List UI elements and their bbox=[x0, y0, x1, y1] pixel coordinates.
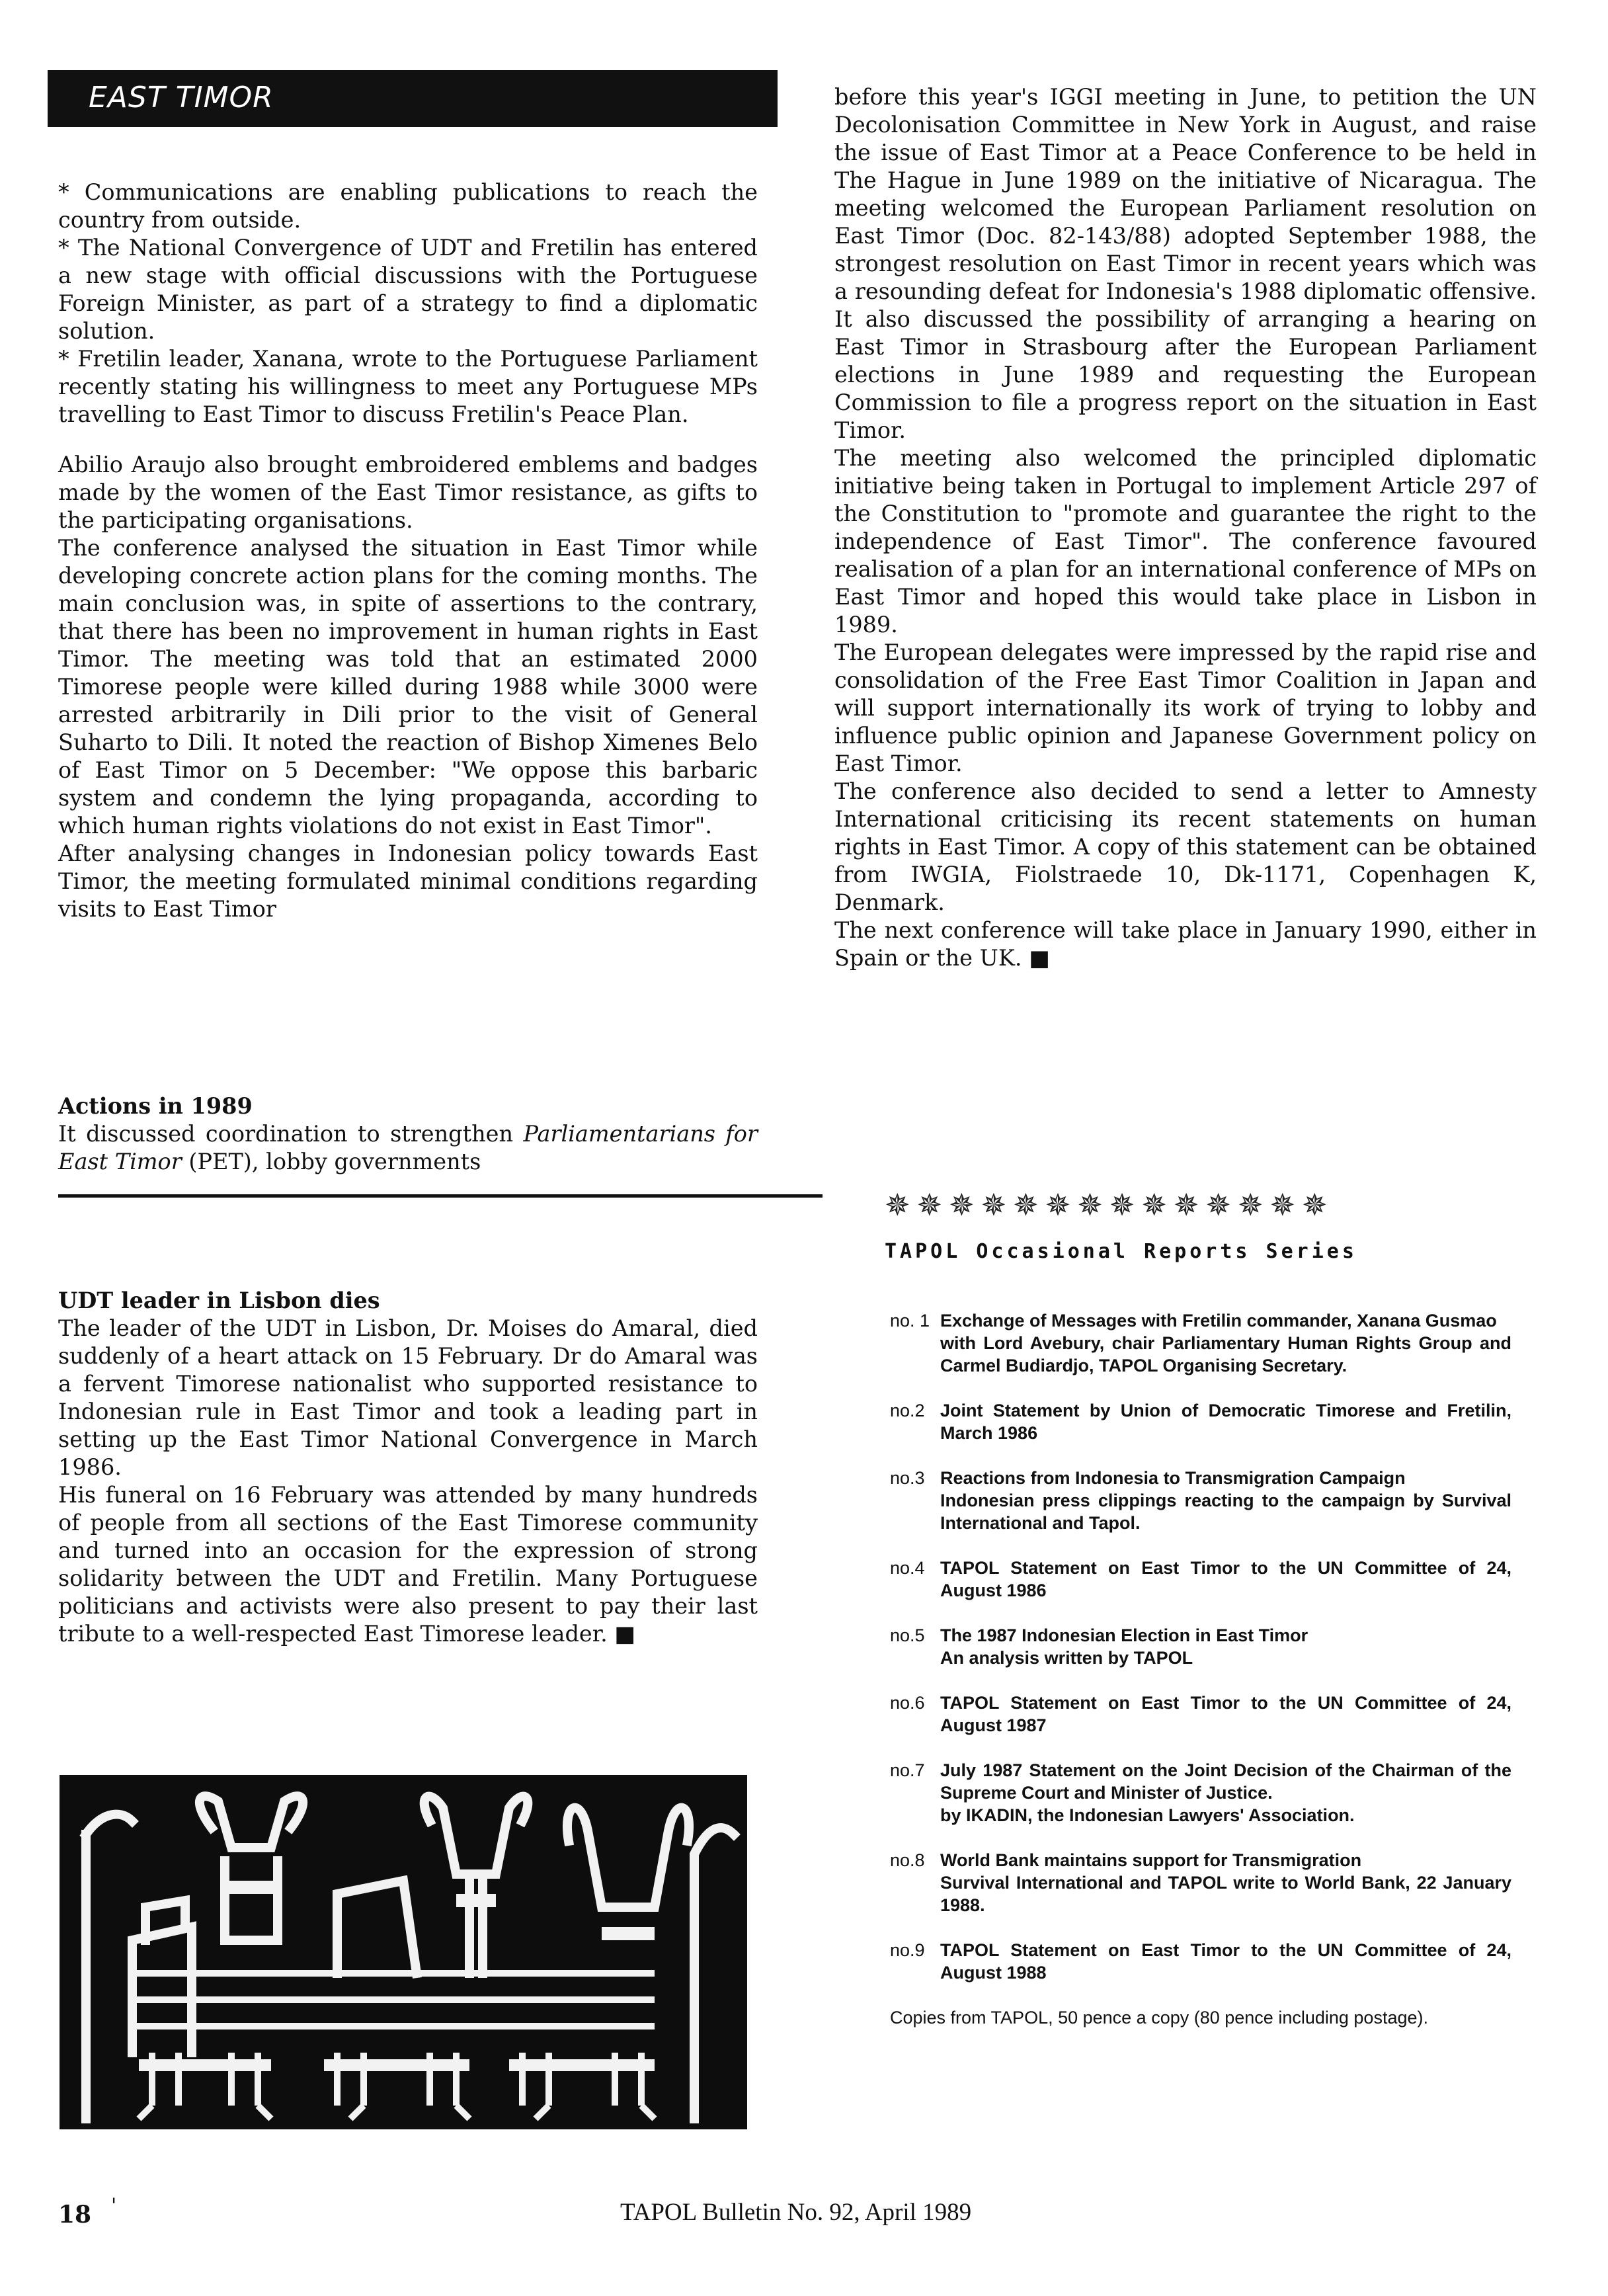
copies-note: Copies from TAPOL, 50 pence a copy (80 pence including postage). bbox=[890, 2008, 1428, 2028]
report-title: TAPOL Statement on East Timor to the UN Committee of 24, August 1987 bbox=[940, 1693, 1511, 1735]
report-subtitle: An analysis written by TAPOL bbox=[940, 1648, 1193, 1668]
left-column bbox=[58, 179, 758, 923]
report-subtitle: by IKADIN, the Indonesian Lawyers' Association. bbox=[940, 1805, 1355, 1825]
footer-mark: ' bbox=[111, 2194, 117, 2217]
report-subtitle: Indonesian press clippings reacting to the campaign by Survival International and Tapol. bbox=[940, 1491, 1511, 1533]
report-number: no.6 bbox=[890, 1693, 925, 1713]
bullet-item: * The National Convergence of UDT and Fretilin has entered a new stage with official discussions with the Portuguese Foreign Minister, as part of a strategy to find a diplomatic solution. bbox=[58, 235, 758, 344]
report-title: Joint Statement by Union of Democratic Timorese and Fretilin, March 1986 bbox=[940, 1401, 1511, 1443]
report-item bbox=[890, 1399, 1511, 1444]
report-number: no.3 bbox=[890, 1468, 925, 1488]
actions-section bbox=[58, 1092, 758, 1176]
report-item bbox=[890, 1759, 1511, 1826]
report-item bbox=[890, 1849, 1511, 1916]
section-divider bbox=[58, 1194, 823, 1198]
paragraph: Abilio Araujo also brought embroidered emblems and badges made by the women of the East Timor resistance, as gifts to the participating organisations. bbox=[58, 452, 758, 533]
bullet-item: * Communications are enabling publications to reach the country from outside. bbox=[58, 179, 758, 233]
report-number: no.5 bbox=[890, 1625, 925, 1645]
report-title: Exchange of Messages with Fretilin commander, Xanana Gusmao bbox=[940, 1311, 1497, 1331]
textile-figures-image bbox=[60, 1775, 747, 2129]
reports-title: TAPOL Occasional Reports Series bbox=[885, 1240, 1357, 1263]
report-title: TAPOL Statement on East Timor to the UN Committee of 24, August 1988 bbox=[940, 1940, 1511, 1983]
report-subtitle: with Lord Avebury, chair Parliamentary Human Rights Group and Carmel Budiardjo, TAPOL Organising Secretary. bbox=[940, 1333, 1511, 1375]
actions-text: It discussed coordination to strengthen Parliamentarians for East Timor (PET), lobby governments bbox=[58, 1121, 758, 1174]
section-header bbox=[48, 70, 778, 127]
paragraph: The European delegates were impressed by the rapid rise and consolidation of the Free East Timor Coalition in Japan and will support internationally its work of trying to lobby and influence public opinion and Japanese Government policy on East Timor. bbox=[834, 639, 1537, 776]
report-title: The 1987 Indonesian Election in East Timor bbox=[940, 1625, 1308, 1645]
report-item bbox=[890, 1692, 1511, 1737]
report-item bbox=[890, 1467, 1511, 1534]
paragraph: The next conference will take place in January 1990, either in Spain or the UK. ■ bbox=[834, 917, 1537, 971]
report-item bbox=[890, 1557, 1511, 1602]
section-title: EAST TIMOR bbox=[89, 81, 274, 114]
report-title: July 1987 Statement on the Joint Decision of the Chairman of the Supreme Court and Minister of Justice. bbox=[940, 1760, 1511, 1803]
report-title: TAPOL Statement on East Timor to the UN Committee of 24, August 1986 bbox=[940, 1558, 1511, 1600]
paragraph: The leader of the UDT in Lisbon, Dr. Moises do Amaral, died suddenly of a heart attack on 15 February. Dr do Amaral was a fervent Timorese nationalist who supported resistance to Indonesian rule in East Timor and took a leading part in setting up the East Timor National Convergence in March 1986. bbox=[58, 1315, 758, 1480]
star-row: ✵✵✵✵✵✵✵✵✵✵✵✵✵✵ bbox=[885, 1187, 1334, 1223]
paragraph: The conference also decided to send a letter to Amnesty International criticising its recent statements on human rights in East Timor. A copy of this statement can be obtained from IWGIA, Fiolstraede 10, Dk-1171, Copenhagen K, Denmark. bbox=[834, 778, 1537, 915]
paragraph: After analysing changes in Indonesian policy towards East Timor, the meeting formulated minimal conditions regarding visits to East Timor bbox=[58, 840, 758, 922]
report-number: no.8 bbox=[890, 1850, 925, 1870]
udt-article bbox=[58, 1287, 758, 1648]
report-number: no.9 bbox=[890, 1940, 925, 1960]
report-item bbox=[890, 1939, 1511, 1984]
page-number: 18 bbox=[58, 2201, 92, 2229]
publication-footer: TAPOL Bulletin No. 92, April 1989 bbox=[620, 2199, 972, 2226]
bullet-item: * Fretilin leader, Xanana, wrote to the Portuguese Parliament recently stating his willingness to meet any Portuguese MPs travelling to East Timor to discuss Fretilin's Peace Plan. bbox=[58, 346, 758, 427]
actions-heading: Actions in 1989 bbox=[58, 1093, 253, 1119]
article-heading: UDT leader in Lisbon dies bbox=[58, 1288, 380, 1313]
paragraph: before this year's IGGI meeting in June, to petition the UN Decolonisation Committee in New York in August, and raise the issue of East Timor at a Peace Conference to be held in The Hague in June 1989 on the initiative of Nicaragua. The meeting welcomed the European Parliament resolution on East Timor (Doc. 82-143/88) adopted September 1988, the strongest resolution on East Timor in recent years which was a resounding defeat for Indonesia's 1988 diplomatic offensive. It also discussed the possibility of arranging a hearing on East Timor in Strasbourg after the European Parliament elections in June 1989 and requesting the European Commission to file a progress report on the situation in East Timor. bbox=[834, 84, 1537, 443]
report-item bbox=[890, 1624, 1511, 1669]
paragraph: The meeting also welcomed the principled diplomatic initiative being taken in Portugal to implement Article 297 of the Constitution to "promote and guarantee the right to the independence of East Timor". The conference favoured realisation of a plan for an international conference of MPs on East Timor and hoped this would take place in Lisbon in 1989. bbox=[834, 445, 1537, 637]
timorese-textile-artwork bbox=[60, 1775, 747, 2129]
report-subtitle: Survival International and TAPOL write to World Bank, 22 January 1988. bbox=[940, 1873, 1511, 1915]
report-title: World Bank maintains support for Transmigration bbox=[940, 1850, 1362, 1870]
reports-list bbox=[890, 1309, 1511, 2029]
report-title: Reactions from Indonesia to Transmigration Campaign bbox=[940, 1468, 1406, 1488]
paragraph: His funeral on 16 February was attended by many hundreds of people from all sections of the East Timorese community and turned into an occasion for the expression of strong solidarity between the UDT and Fretilin. Many Portuguese politicians and activists were also present to pay their last tribute to a well-respected East Timorese leader. ■ bbox=[58, 1482, 758, 1647]
paragraph: The conference analysed the situation in East Timor while developing concrete action plans for the coming months. The main conclusion was, in spite of assertions to the contrary, that there has been no improvement in human rights in East Timor. The meeting was told that an estimated 2000 Timorese people were killed during 1988 while 3000 were arrested arbitrarily in Dili prior to the visit of General Suharto to Dili. It noted the reaction of Bishop Ximenes Belo of East Timor on 5 December: "We oppose this barbaric system and condemn the lying propaganda, according to which human rights violations do not exist in East Timor". bbox=[58, 535, 758, 839]
report-number: no.7 bbox=[890, 1760, 925, 1780]
report-number: no. 1 bbox=[890, 1311, 930, 1331]
right-column bbox=[834, 83, 1537, 972]
report-number: no.4 bbox=[890, 1558, 925, 1578]
report-number: no.2 bbox=[890, 1401, 925, 1420]
report-item bbox=[890, 1309, 1511, 1377]
